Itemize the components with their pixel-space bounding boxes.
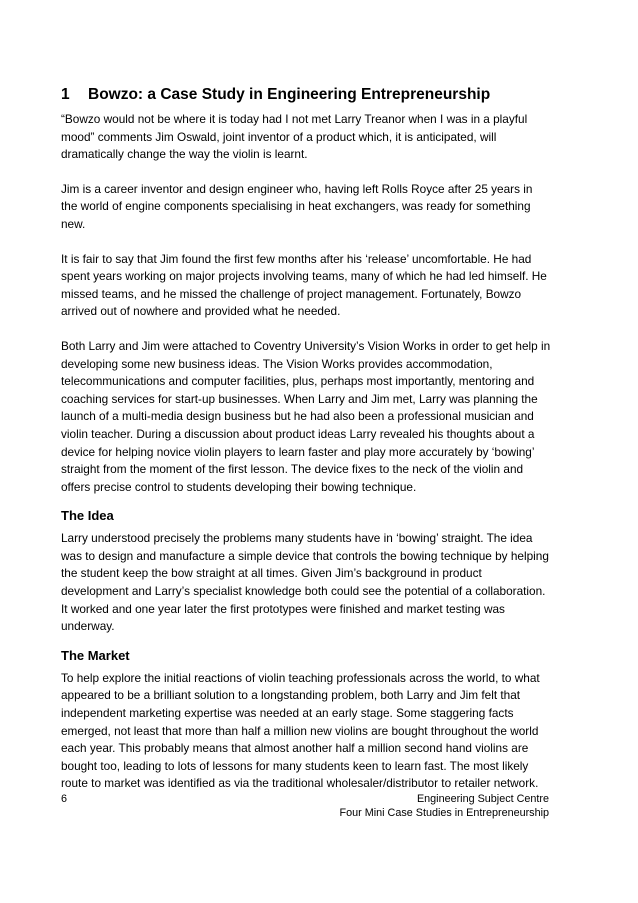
- footer-line-2: Four Mini Case Studies in Entrepreneurship: [339, 807, 549, 819]
- section-heading-idea: The Idea: [61, 508, 114, 524]
- paragraph-idea: Larry understood precisely the problems many students have in ‘bowing’ straight. The idea was to design and manufacture a simple device that controls the bowing technique by helping the student keep the bow straight at all times. Given Jim’s background in product development and Larry’s specialist knowledge both could see the potential of a collaboration. It worked and one year later the first prototypes were finished and market testing was underway.: [61, 531, 549, 634]
- footer-line-1: Engineering Subject Centre: [416, 793, 549, 805]
- paragraph-quote: “Bowzo would not be where it is today had I not met Larry Treanor when I was in a playful mood” comments Jim Oswald, joint inventor of a product which, it is anticipated, will dramatically change the way the violin is learnt.: [61, 112, 528, 162]
- footer-source: [340, 792, 549, 820]
- document-page: [61, 85, 551, 810]
- chapter-title-text: Bowzo: a Case Study in Engineering Entrepreneurship: [88, 86, 491, 103]
- chapter-number: 1: [61, 86, 70, 103]
- section-heading-market: The Market: [61, 647, 130, 663]
- paragraph-jim-background: Jim is a career inventor and design engineer who, having left Rolls Royce after 25 years in the world of engine components specialising in heat exchangers, was ready for something new.: [61, 181, 533, 231]
- chapter-title: [61, 85, 551, 105]
- paragraph-vision-works: Both Larry and Jim were attached to Coventry University’s Vision Works in order to get help in developing some new business ideas. The Vision Works provides accommodation, telecommunications and computer facilities, plus, perhaps most importantly, mentoring and coaching services for start-up businesses. When Larry and Jim met, Larry was planning the launch of a multi-media design business but he had also been a professional musician and violin teacher. During a discussion about product ideas Larry revealed his thoughts about a device for helping novice violin players to learn faster and play more accurately by ‘bowing’ straight from the moment of the first lesson. The device fixes to the neck of the violin and offers precise control to students developing their bowing technique.: [61, 338, 551, 494]
- paragraph-jim-release: It is fair to say that Jim found the first few months after his ‘release’ uncomfortable. He had spent years working on major projects involving teams, many of which he had led himself. He missed teams, and he missed the challenge of project management. Fortunately, Bowzo arrived out of nowhere and provided what he needed.: [61, 251, 547, 319]
- paragraph-market: To help explore the initial reactions of violin teaching professionals across the world, to what appeared to be a brilliant solution to a longstanding problem, both Larry and Jim felt that independent marketing expertise was needed at an early stage. Some staggering facts emerged, not least that more than half a million new violins are bought throughout the world each year. This probably means that almost another half a million second hand violins are bought too, leading to lots of lessons for many students keen to learn fast. The most likely route to market was identified as via the traditional wholesaler/distributor to retailer network.: [61, 670, 540, 791]
- page-number: 6: [61, 793, 68, 805]
